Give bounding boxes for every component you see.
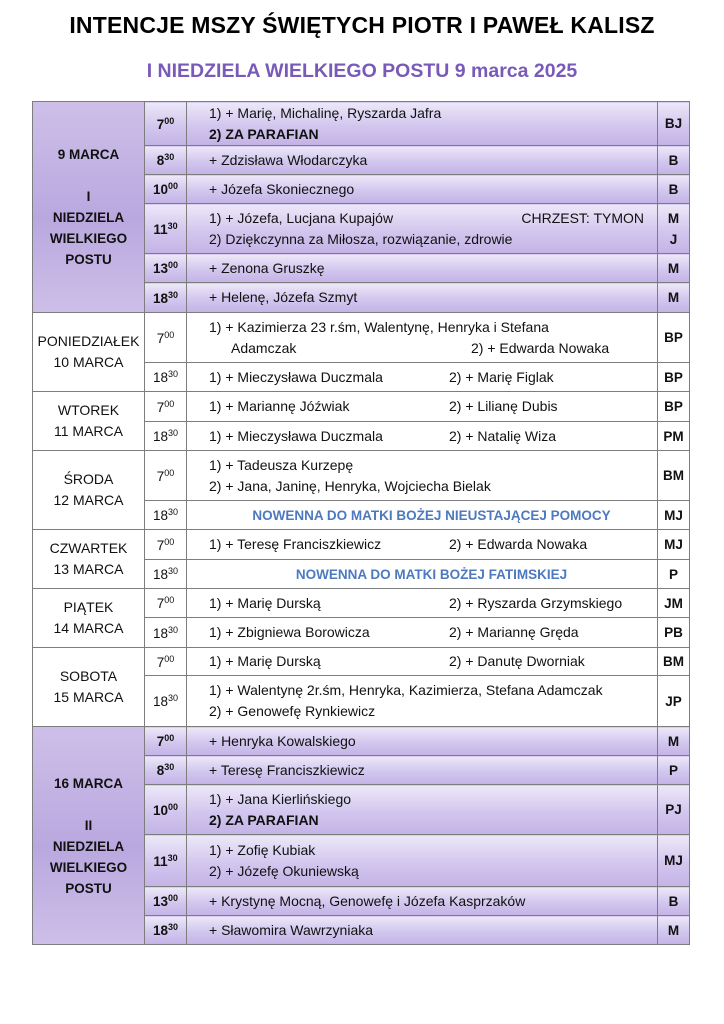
intention-cell: 1) + Marię Durską 2) + Danutę Dworniak [187,648,658,676]
day-label: 9 MARCA [57,147,120,162]
priest-cell: PB [658,618,690,648]
table-row [33,648,690,676]
baptism-note: CHRZEST: TYMON [521,209,644,226]
mass-time: $7^{00}$ [145,392,187,422]
novena-cell: NOWENNA DO MATKI BOŻEJ NIEUSTAJĄCEJ POMOCY [187,501,658,530]
mass-time: $18^{30}$ [145,422,187,451]
priest-cell: P [658,560,690,589]
day-cell: PIĄTEK 14 MARCA [33,589,145,648]
mass-time: $7^{00}$ [145,313,187,363]
mass-time: $7^{00}$ [145,102,187,146]
mass-time: $13^{00}$ [145,254,187,283]
table-row [33,102,690,146]
intention-line: 1) + Józefa, Lucjana Kupajów [209,209,394,226]
intention-line: 1) + Marię, Michalinę, Ryszarda Jafra [209,104,442,121]
priest-cell: BP [658,313,690,363]
intention-cell: + Henryka Kowalskiego [187,727,658,756]
priest-cell: BP [658,392,690,422]
priest-cell: M [658,254,690,283]
mass-time: $18^{30}$ [145,618,187,648]
priest-cell: M [658,283,690,313]
intention-cell: 1) + Tadeusza Kurzepę 2) + Jana, Janinę, Henryka, Wojciecha Bielak [187,451,658,501]
intention-cell: 1) + Kazimierza 23 r.śm, Walentynę, Henryka i Stefana Adamczak 2) + Edwarda Nowaka [187,313,658,363]
intention-cell: 1) + Teresę Franciszkiewicz 2) + Edwarda Nowaka [187,530,658,560]
priest-cell: M [658,916,690,945]
priest-cell: P [658,756,690,785]
mass-time: $18^{30}$ [145,560,187,589]
intention-cell: 1) + Walentynę 2r.śm, Henryka, Kazimierza, Stefana Adamczak 2) + Genowefę Rynkiewicz [187,676,658,727]
day-cell: SOBOTA 15 MARCA [33,648,145,727]
mass-time: $18^{30}$ [145,501,187,530]
mass-time: $10^{00}$ [145,785,187,835]
mass-time: $7^{00}$ [145,530,187,560]
mass-time: $7^{00}$ [145,589,187,618]
intention-line: 2) ZA PARAFIAN [209,125,319,142]
priest-cell: B [658,175,690,204]
mass-time: $8^{30}$ [145,146,187,175]
priest-cell: B [658,887,690,916]
priest-cell: M [658,727,690,756]
mass-time: $18^{30}$ [145,676,187,727]
mass-intentions-table [32,101,690,945]
novena-cell: NOWENNA DO MATKI BOŻEJ FATIMSKIEJ [187,560,658,589]
table-row [33,530,690,560]
day-label: WIELKIEGO [49,231,128,246]
intention-cell [187,102,658,146]
intention-cell: 1) + Jana Kierlińskiego 2) ZA PARAFIAN [187,785,658,835]
page-subtitle: I NIEDZIELA WIELKIEGO POSTU 9 marca 2025 [146,60,578,82]
intention-cell: 1) + Mieczysława Duczmala 2) + Natalię Wiza [187,422,658,451]
mass-time: $11^{30}$ [145,204,187,254]
mass-time: $13^{00}$ [145,887,187,916]
day-cell: CZWARTEK 13 MARCA [33,530,145,589]
priest-cell: PJ [658,785,690,835]
priest-cell: PM [658,422,690,451]
intention-line: 2) Dziękczynna za Miłosza, rozwiązanie, zdrowie [209,230,513,247]
priest-cell: M J [658,204,690,254]
priest-cell: BM [658,451,690,501]
day-label: POSTU [65,252,112,267]
intention-cell [187,204,658,254]
mass-time: $8^{30}$ [145,756,187,785]
intention-cell: + Helenę, Józefa Szmyt [187,283,658,313]
day-cell: WTOREK 11 MARCA [33,392,145,451]
intention-cell: + Sławomira Wawrzyniaka [187,916,658,945]
priest-cell: MJ [658,530,690,560]
mass-time: $7^{00}$ [145,648,187,676]
mass-time: $10^{00}$ [145,175,187,204]
table-row [33,727,690,756]
day-label: NIEDZIELA [52,210,125,225]
table-row [33,313,690,363]
table-row [33,589,690,618]
day-label [36,165,141,186]
intention-cell: + Teresę Franciszkiewicz [187,756,658,785]
intention-cell: 1) + Mariannę Jóźwiak 2) + Lilianę Dubis [187,392,658,422]
page-title: INTENCJE MSZY ŚWIĘTYCH PIOTR I PAWEŁ KALISZ [69,12,655,38]
intention-cell: + Krystynę Mocną, Genowefę i Józefa Kasprzaków [187,887,658,916]
day-cell: 16 MARCA II NIEDZIELA WIELKIEGO POSTU [33,727,145,945]
mass-time: $18^{30}$ [145,283,187,313]
table-row [33,451,690,501]
priest-cell: MJ [658,501,690,530]
priest-cell: BJ [658,102,690,146]
intention-cell: + Zenona Gruszkę [187,254,658,283]
intention-cell: 1) + Zofię Kubiak 2) + Józefę Okuniewską [187,835,658,887]
mass-time: $7^{00}$ [145,451,187,501]
intention-cell: 1) + Zbigniewa Borowicza 2) + Mariannę Gręda [187,618,658,648]
mass-time: $18^{30}$ [145,916,187,945]
priest-cell: MJ [658,835,690,887]
priest-cell: JM [658,589,690,618]
priest-cell: BP [658,363,690,392]
mass-time: $7^{00}$ [145,727,187,756]
intention-cell: + Zdzisława Włodarczyka [187,146,658,175]
mass-time: $11^{30}$ [145,835,187,887]
intention-cell: + Józefa Skoniecznego [187,175,658,204]
intention-cell: 1) + Marię Durską 2) + Ryszarda Grzymskiego [187,589,658,618]
priest-cell: B [658,146,690,175]
intention-cell: 1) + Mieczysława Duczmala 2) + Marię Figlak [187,363,658,392]
table-row [33,392,690,422]
mass-time: $18^{30}$ [145,363,187,392]
day-cell: PONIEDZIAŁEK 10 MARCA [33,313,145,392]
day-cell [33,102,145,313]
priest-cell: JP [658,676,690,727]
priest-cell: BM [658,648,690,676]
day-cell: ŚRODA 12 MARCA [33,451,145,530]
day-label: I [86,189,91,204]
